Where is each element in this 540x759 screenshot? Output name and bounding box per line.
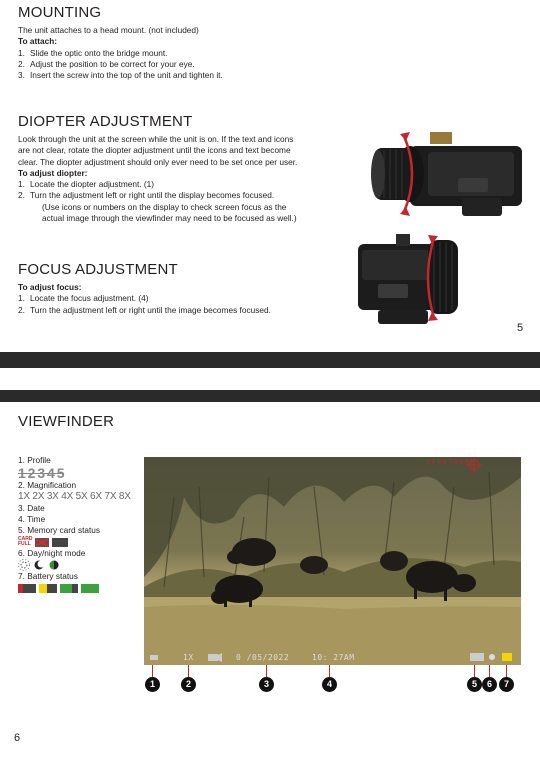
- callout-line: [489, 665, 490, 677]
- battery-icons: [18, 582, 148, 594]
- mounting-subhead: To attach:: [18, 36, 58, 47]
- legend-item-battery: 7. Battery status: [18, 571, 78, 581]
- diopter-step-note: (Use icons or numbers on the display to check screen focus as the: [42, 201, 287, 212]
- diopter-step-note: actual image through the viewfinder may need to be focused as well.): [42, 213, 297, 224]
- focus-step: 2. Turn the adjustment left or right until the image becomes focused.: [18, 304, 271, 315]
- osd-date: 0 /05/2022: [236, 653, 290, 662]
- magnification-values: 1X 2X 3X 4X 5X 6X 7X 8X: [18, 491, 131, 502]
- diopter-step: 2. Turn the adjustment left or right until the display becomes focused.: [18, 190, 275, 201]
- battery-low-icon: [18, 584, 36, 593]
- osd-magnification: 1X: [183, 653, 194, 662]
- callout-1: 1: [145, 677, 160, 692]
- focus-step: 1. Locate the focus adjustment. (4): [18, 293, 149, 304]
- page-number: 6: [14, 732, 21, 744]
- page-5: [0, 0, 540, 368]
- callout-line: [188, 665, 189, 677]
- mounting-step: 1. Slide the optic onto the bridge mount.: [18, 47, 168, 58]
- diopter-intro-line: Look through the unit at the screen while the unit is on. If the text and icons: [18, 134, 294, 144]
- focus-steps: [18, 293, 271, 316]
- memory-card-icons: [18, 536, 148, 548]
- callout-line: [152, 665, 153, 677]
- diopter-intro-line: clear. The diopter adjustment should only ever need to be set once per user.: [18, 156, 298, 167]
- diopter-steps: [18, 179, 358, 202]
- callout-line: [506, 665, 507, 677]
- profile-icons: 1 2 3 4 5: [18, 465, 64, 481]
- callout-6: 6: [482, 677, 497, 692]
- legend-item-date: 3. Date: [18, 503, 45, 513]
- callout-3: 3: [259, 677, 274, 692]
- mounting-step: 2. Adjust the position to be correct for your eye.: [18, 58, 195, 69]
- diopter-subhead: To adjust diopter:: [18, 167, 88, 178]
- callout-7: 7: [499, 677, 514, 692]
- callout-2: 2: [181, 677, 196, 692]
- focus-heading: FOCUS ADJUSTMENT: [18, 261, 178, 278]
- mounting-heading: MOUNTING: [18, 4, 102, 21]
- legend-item-magnification: 2. Magnification: [18, 480, 77, 490]
- card-ok-icon: [52, 538, 68, 547]
- diopter-intro-line: are not clear, rotate the diopter adjustment until the icons and text become: [18, 145, 291, 156]
- callout-5: 5: [467, 677, 482, 692]
- callout-4: 4: [322, 677, 337, 692]
- focus-device-photo: [358, 232, 468, 327]
- osd-time: 10: 27AM: [312, 653, 355, 662]
- page-number: 5: [517, 322, 524, 334]
- page-divider-bar: [0, 352, 540, 368]
- callout-line: [329, 665, 330, 677]
- callout-markers: [0, 677, 540, 695]
- battery-high-icon: [60, 584, 78, 593]
- moon-icon: [33, 559, 45, 571]
- diopter-device-photo: [370, 128, 522, 223]
- viewfinder-image: [144, 457, 521, 665]
- auto-mode-icon: [48, 559, 60, 571]
- diopter-heading: DIOPTER ADJUSTMENT: [18, 113, 193, 130]
- mounting-step: 3. Insert the screw into the top of the unit and tighten it.: [18, 70, 223, 81]
- focus-subhead: To adjust focus:: [18, 282, 82, 292]
- legend-item-day-night: 6. Day/night mode: [18, 548, 86, 558]
- legend-item-memory-card: 5. Memory card status: [18, 525, 101, 535]
- day-night-icons: [18, 559, 148, 571]
- battery-full-icon: [81, 584, 99, 593]
- diopter-step: 1. Locate the diopter adjustment. (1): [18, 179, 155, 190]
- mounting-steps: [18, 48, 223, 82]
- legend-item-time: 4. Time: [18, 514, 46, 524]
- mounting-intro: The unit attaches to a head mount. (not included): [18, 25, 199, 35]
- focus-section: [18, 282, 271, 316]
- battery-medium-icon: [39, 584, 57, 593]
- callout-line: [266, 665, 267, 677]
- legend-item-profile: 1. Profile: [18, 455, 51, 465]
- brand-logo-text: SIGHTMARK: [426, 459, 477, 466]
- card-full-label: CARD FULL: [18, 536, 33, 547]
- viewfinder-heading: VIEWFINDER: [18, 413, 115, 430]
- viewfinder-legend: [18, 455, 148, 594]
- sun-icon: [18, 559, 30, 571]
- mounting-section: [18, 25, 223, 81]
- diopter-section: [18, 134, 358, 224]
- card-error-icon: [35, 538, 49, 547]
- callout-line: [474, 665, 475, 677]
- page-divider-bar: [0, 390, 540, 402]
